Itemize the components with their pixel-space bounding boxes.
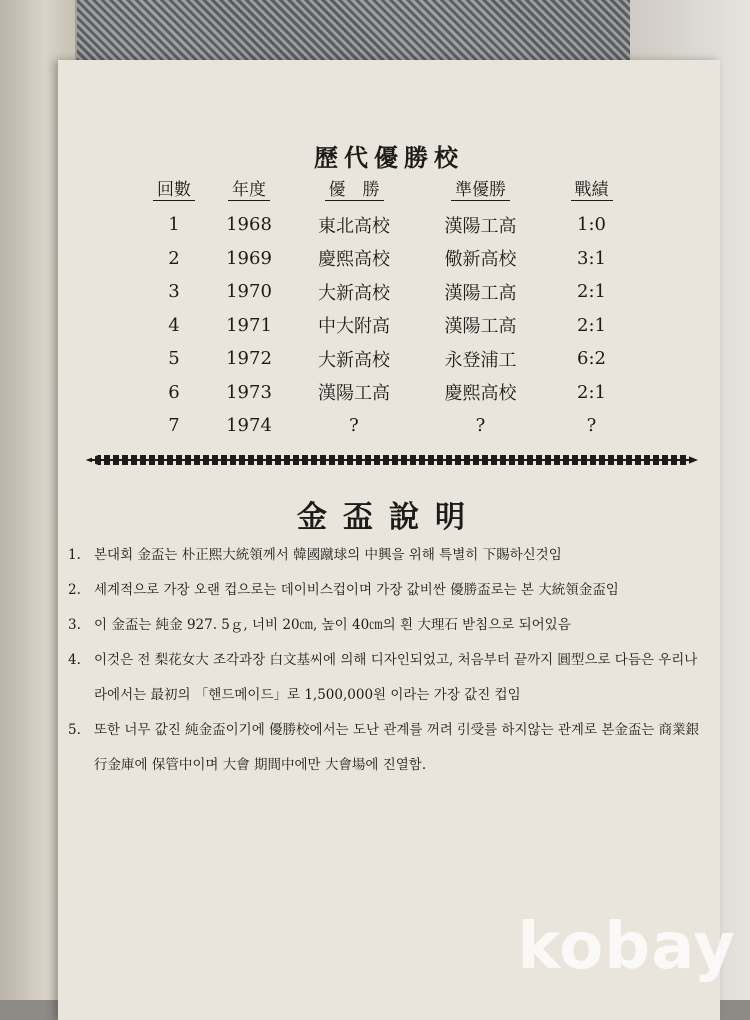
list-item-text: 본대회 金盃는 朴正熙大統領께서 韓國蹴球의 中興을 위해 특별히 下賜하신것임 bbox=[94, 547, 562, 563]
runner-up-cell: 慶熙高校 bbox=[444, 383, 517, 405]
runner-up-cell: 漢陽工高 bbox=[444, 316, 517, 338]
year-cell: 1974 bbox=[226, 415, 272, 437]
list-item-text: 이것은 전 梨花女大 조각과장 白文基씨에 의해 디자인되었고, 처음부터 끝까지 圓型으로 다듬은 우리나라에서는 最初의 「핸드메이드」로 1,500,000원 이라는 가장 값진 컵임 bbox=[94, 652, 698, 703]
runner-up-cell: ? bbox=[475, 415, 486, 437]
runner-up-cell: 儆新高校 bbox=[444, 249, 517, 271]
year-cell: 1973 bbox=[226, 381, 272, 403]
round-cell: 2 bbox=[168, 247, 180, 269]
winner-cell: ? bbox=[349, 415, 359, 437]
runner-up-cell: 永登浦工 bbox=[444, 349, 517, 371]
score-cell: 1:0 bbox=[577, 214, 606, 236]
table-row bbox=[140, 409, 640, 443]
list-item-number: 2. bbox=[68, 582, 81, 598]
year-cell: 1970 bbox=[226, 281, 272, 303]
score-cell: 2:1 bbox=[577, 314, 606, 336]
round-cell: 6 bbox=[168, 381, 180, 403]
year-cell: 1971 bbox=[226, 314, 272, 336]
table-row bbox=[140, 242, 640, 276]
list-item-text: 또한 너무 값진 純金盃이기에 優勝校에서는 도난 관계를 꺼려 引受를 하지않는 관계로 본金盃는 商業銀行金庫에 保管中이며 大會 期間中에만 大會場에 진열함. bbox=[94, 722, 700, 773]
honor-roll-table bbox=[140, 175, 640, 443]
watermark: kobay bbox=[517, 910, 736, 984]
column-header-year: 年度 bbox=[208, 175, 290, 208]
list-item-number: 1. bbox=[68, 547, 81, 563]
ornamental-divider bbox=[86, 455, 698, 465]
column-header-runner-up: 準優勝 bbox=[418, 175, 543, 208]
table-row bbox=[140, 376, 640, 410]
list-item-number: 5. bbox=[68, 722, 81, 738]
score-cell: 6:2 bbox=[577, 348, 606, 370]
winner-cell: 慶熙高校 bbox=[318, 249, 390, 271]
list-item bbox=[68, 538, 708, 573]
table-row bbox=[140, 342, 640, 376]
year-cell: 1969 bbox=[226, 247, 272, 269]
list-item bbox=[68, 608, 708, 643]
score-cell: 2:1 bbox=[577, 381, 606, 403]
list-item-number: 4. bbox=[68, 652, 81, 668]
cup-description-title: 金盃說明 bbox=[297, 500, 481, 535]
table-header-row bbox=[140, 175, 640, 208]
column-header-winner: 優 勝 bbox=[290, 175, 418, 208]
list-item bbox=[68, 573, 708, 608]
column-header-round: 回數 bbox=[140, 175, 208, 208]
list-item-text: 이 金盃는 純金 927. 5ｇ, 너비 20㎝, 높이 40㎝의 흰 大理石 받침으로 되어있음 bbox=[94, 617, 571, 633]
list-item-text: 세계적으로 가장 오랜 컵으로는 데이비스컵이며 가장 값비싼 優勝盃로는 본 大統領金盃임 bbox=[94, 582, 619, 598]
score-cell: 3:1 bbox=[577, 247, 606, 269]
column-header-score: 戰績 bbox=[543, 175, 640, 208]
round-cell: 4 bbox=[168, 314, 180, 336]
winner-cell: 中大附高 bbox=[318, 316, 390, 338]
winner-cell: 東北高校 bbox=[318, 215, 390, 237]
table-row bbox=[140, 275, 640, 309]
score-cell: 2:1 bbox=[577, 281, 606, 303]
table-row bbox=[140, 309, 640, 343]
document-page bbox=[58, 60, 720, 1020]
round-cell: 7 bbox=[168, 415, 180, 437]
winner-cell: 大新高校 bbox=[318, 349, 390, 371]
winner-cell: 漢陽工高 bbox=[318, 383, 390, 405]
runner-up-cell: 漢陽工高 bbox=[444, 215, 517, 237]
cup-description-list bbox=[68, 538, 708, 783]
round-cell: 5 bbox=[168, 348, 180, 370]
list-item bbox=[68, 643, 708, 713]
list-item bbox=[68, 713, 708, 783]
year-cell: 1972 bbox=[226, 348, 272, 370]
round-cell: 1 bbox=[168, 214, 180, 236]
runner-up-cell: 漢陽工高 bbox=[444, 282, 517, 304]
winner-cell: 大新高校 bbox=[318, 282, 390, 304]
list-item-number: 3. bbox=[68, 617, 81, 633]
score-cell: ? bbox=[586, 415, 597, 437]
honor-roll-title: 歷代優勝校 bbox=[314, 143, 464, 172]
year-cell: 1968 bbox=[226, 214, 272, 236]
table-row bbox=[140, 208, 640, 242]
round-cell: 3 bbox=[168, 281, 180, 303]
